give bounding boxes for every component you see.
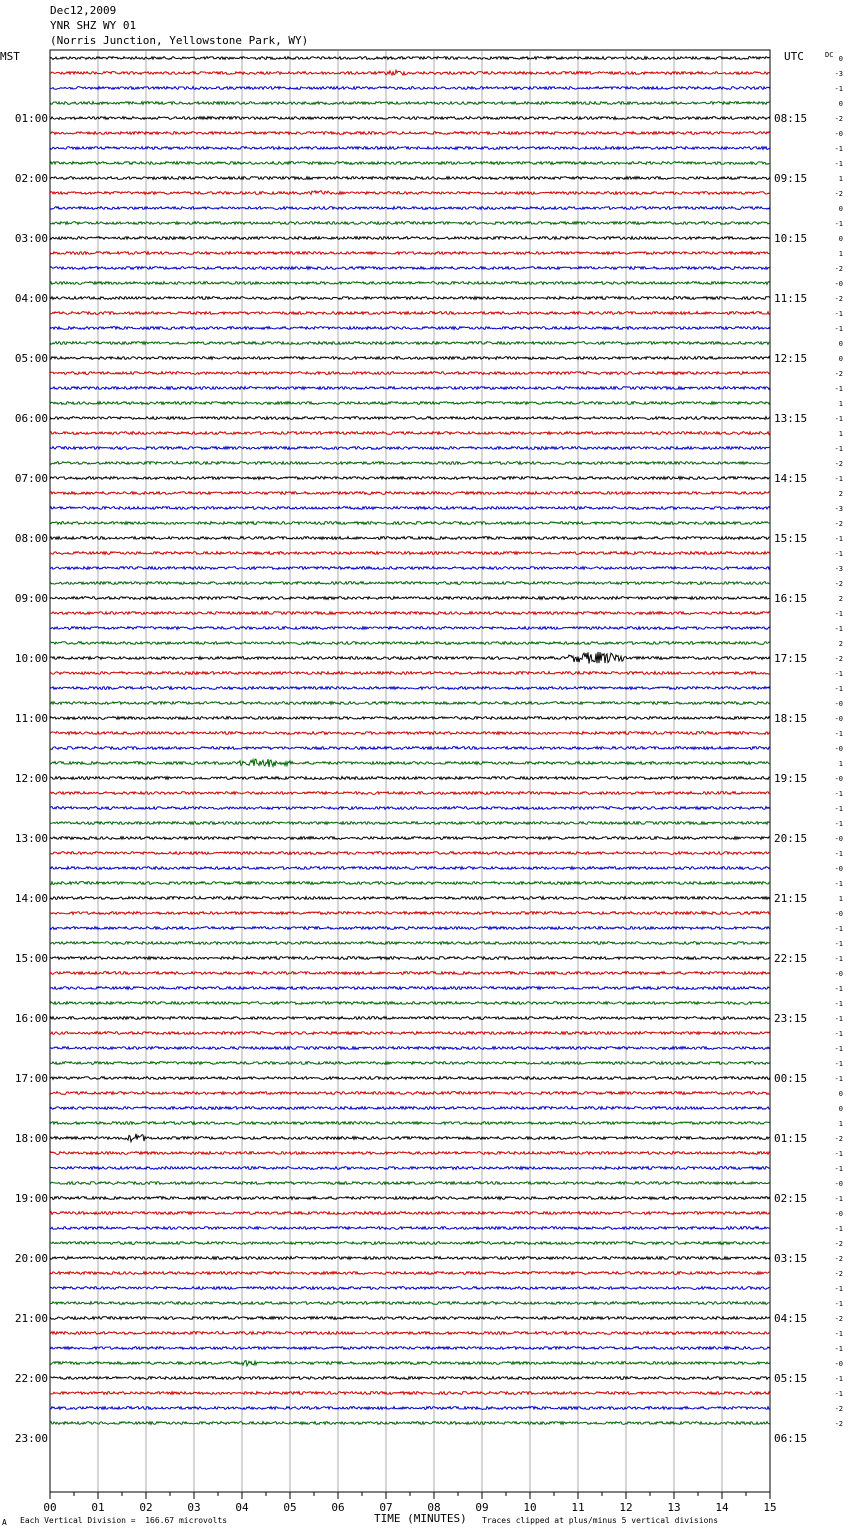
dc-offset-value: 1	[838, 250, 843, 258]
seismic-trace	[50, 642, 770, 645]
dc-offset-value: -2	[834, 460, 843, 468]
dc-offset-value: -2	[834, 655, 843, 663]
x-tick-label: 06	[331, 1501, 345, 1514]
x-tick-label: 09	[475, 1501, 489, 1514]
dc-offset-value: 0	[838, 1105, 843, 1113]
x-tick-label: 13	[667, 1501, 681, 1514]
dc-offset-value: -1	[834, 535, 843, 543]
seismic-trace	[50, 1077, 770, 1080]
dc-offset-value: 2	[838, 640, 843, 648]
dc-offset-value: 1	[838, 400, 843, 408]
seismic-trace	[50, 312, 770, 315]
dc-offset-value: -0	[834, 745, 843, 753]
seismic-trace	[50, 1257, 770, 1260]
dc-offset-value: -1	[834, 1075, 843, 1083]
dc-offset-value: -1	[834, 385, 843, 393]
dc-offset-value: -1	[834, 985, 843, 993]
seismic-trace	[50, 702, 770, 705]
utc-hour-label: 00:15	[774, 1072, 808, 1085]
left-timezone-label: MST	[0, 50, 20, 63]
seismic-trace	[50, 1422, 770, 1425]
utc-hour-label: 19:15	[774, 772, 808, 785]
seismic-trace	[50, 732, 770, 735]
dc-offset-value: -1	[834, 850, 843, 858]
seismic-trace	[50, 70, 770, 75]
dc-offset-value: -3	[834, 505, 843, 513]
seismic-trace	[50, 942, 770, 945]
seismic-trace	[50, 402, 770, 405]
seismic-trace	[50, 927, 770, 930]
dc-offset-value: 0	[838, 55, 843, 63]
seismic-trace	[50, 1347, 770, 1350]
mst-hour-label: 03:00	[14, 232, 48, 245]
seismic-trace	[50, 462, 770, 465]
x-tick-label: 15	[763, 1501, 777, 1514]
dc-offset-value: -1	[834, 1030, 843, 1038]
dc-offset-value: -1	[834, 1015, 843, 1023]
dc-offset-value: -2	[834, 1420, 843, 1428]
mst-hour-label: 10:00	[14, 652, 48, 665]
seismic-trace	[50, 177, 770, 180]
dc-offset-value: -1	[834, 415, 843, 423]
seismic-trace	[50, 747, 770, 750]
seismic-trace	[50, 1272, 770, 1275]
dc-offset-value: -1	[834, 220, 843, 228]
mst-hour-label: 11:00	[14, 712, 48, 725]
seismic-trace	[50, 1317, 770, 1320]
utc-hour-label: 12:15	[774, 352, 808, 365]
x-tick-label: 03	[187, 1501, 201, 1514]
dc-offset-value: -1	[834, 1375, 843, 1383]
seismic-trace	[50, 1407, 770, 1410]
seismic-trace	[50, 387, 770, 390]
clip-note: Traces clipped at plus/minus 5 vertical divisions	[482, 1516, 719, 1525]
seismic-trace	[50, 882, 770, 885]
dc-offset-value: -1	[834, 955, 843, 963]
mst-hour-label: 17:00	[14, 1072, 48, 1085]
seismic-trace	[50, 1212, 770, 1215]
dc-offset-value: -1	[834, 805, 843, 813]
x-tick-label: 05	[283, 1501, 297, 1514]
seismic-trace	[50, 147, 770, 150]
mst-hour-label: 07:00	[14, 472, 48, 485]
station-location: (Norris Junction, Yellowstone Park, WY)	[50, 34, 309, 47]
seismic-trace	[50, 507, 770, 510]
dc-offset-value: -1	[834, 1060, 843, 1068]
dc-offset-value: -1	[834, 820, 843, 828]
x-axis-title: TIME (MINUTES)	[374, 1512, 467, 1525]
mst-hour-label: 20:00	[14, 1252, 48, 1265]
seismic-trace	[50, 822, 770, 825]
dc-offset-value: 0	[838, 340, 843, 348]
dc-offset-value: -0	[834, 910, 843, 918]
seismic-trace	[50, 1392, 770, 1395]
mst-hour-label: 04:00	[14, 292, 48, 305]
dc-offset-value: -1	[834, 145, 843, 153]
vertical-division-note: Each Vertical Division = 166.67 microvolts	[20, 1516, 228, 1525]
x-tick-label: 08	[427, 1501, 441, 1514]
dc-offset-value: -1	[834, 880, 843, 888]
dc-offset-value: -2	[834, 1240, 843, 1248]
seismic-trace	[50, 537, 770, 540]
seismic-trace	[50, 327, 770, 330]
x-tick-label: 12	[619, 1501, 633, 1514]
mst-hour-label: 23:00	[14, 1432, 48, 1445]
seismic-trace	[50, 672, 770, 675]
dc-offset-value: -0	[834, 700, 843, 708]
record-date: Dec12,2009	[50, 4, 117, 17]
dc-offset-value: -1	[834, 1165, 843, 1173]
seismic-trace	[50, 1047, 770, 1050]
seismic-trace	[50, 342, 770, 345]
dc-offset-value: -1	[834, 85, 843, 93]
seismic-trace	[50, 1332, 770, 1335]
seismic-trace	[50, 117, 770, 120]
seismic-trace	[50, 191, 770, 195]
seismic-trace	[50, 522, 770, 525]
seismic-trace	[50, 597, 770, 600]
seismic-trace	[50, 207, 770, 210]
seismic-trace	[50, 372, 770, 375]
seismic-trace	[50, 252, 770, 255]
dc-offset-value: -0	[834, 1360, 843, 1368]
utc-hour-label: 11:15	[774, 292, 808, 305]
seismic-trace	[50, 267, 770, 270]
dc-offset-value: -0	[834, 130, 843, 138]
utc-hour-label: 06:15	[774, 1432, 808, 1445]
utc-hour-label: 16:15	[774, 592, 808, 605]
mst-hour-label: 05:00	[14, 352, 48, 365]
x-tick-label: 04	[235, 1501, 249, 1514]
seismic-trace	[50, 222, 770, 225]
dc-offset-value: -1	[834, 1345, 843, 1353]
seismic-trace	[50, 1227, 770, 1230]
x-tick-label: 14	[715, 1501, 729, 1514]
mst-hour-label: 12:00	[14, 772, 48, 785]
seismic-trace	[50, 612, 770, 615]
utc-hour-label: 05:15	[774, 1372, 808, 1385]
mst-hour-label: 19:00	[14, 1192, 48, 1205]
seismic-trace	[50, 1017, 770, 1020]
dc-offset-value: -1	[834, 1390, 843, 1398]
dc-offset-value: -1	[834, 610, 843, 618]
seismic-trace	[50, 1002, 770, 1005]
seismic-trace	[50, 1302, 770, 1305]
seismic-trace	[50, 162, 770, 165]
dc-offset-value: -1	[834, 940, 843, 948]
dc-offset-value: -2	[834, 520, 843, 528]
seismic-trace	[50, 477, 770, 480]
dc-offset-value: -0	[834, 835, 843, 843]
dc-offset-value: 0	[838, 355, 843, 363]
seismic-trace	[50, 282, 770, 285]
seismic-trace	[50, 867, 770, 870]
dc-offset-value: -2	[834, 295, 843, 303]
dc-offset-value: -1	[834, 685, 843, 693]
seismic-trace	[50, 447, 770, 450]
right-timezone-label: UTC	[784, 50, 804, 63]
utc-hour-label: 01:15	[774, 1132, 808, 1145]
dc-offset-value: 2	[838, 490, 843, 498]
seismic-trace	[50, 1032, 770, 1035]
seismic-trace	[50, 1377, 770, 1380]
seismic-trace	[50, 357, 770, 360]
dc-offset-value: -0	[834, 1180, 843, 1188]
utc-hour-label: 09:15	[774, 172, 808, 185]
dc-offset-value: -1	[834, 475, 843, 483]
dc-offset-value: -2	[834, 1135, 843, 1143]
utc-hour-label: 08:15	[774, 112, 808, 125]
dc-offset-value: 0	[838, 100, 843, 108]
dc-offset-value: 1	[838, 430, 843, 438]
x-tick-label: 07	[379, 1501, 393, 1514]
mst-hour-label: 01:00	[14, 112, 48, 125]
mst-hour-label: 22:00	[14, 1372, 48, 1385]
seismic-trace	[50, 57, 770, 60]
seismic-trace	[50, 792, 770, 795]
seismic-trace	[50, 1152, 770, 1155]
mst-hour-label: 09:00	[14, 592, 48, 605]
dc-offset-value: 2	[838, 595, 843, 603]
dc-offset-value: -2	[834, 115, 843, 123]
dc-offset-value: -1	[834, 325, 843, 333]
dc-offset-value: -1	[834, 1045, 843, 1053]
dc-offset-value: -2	[834, 265, 843, 273]
utc-hour-label: 03:15	[774, 1252, 808, 1265]
utc-hour-label: 21:15	[774, 892, 808, 905]
seismic-trace	[50, 567, 770, 570]
mst-hour-label: 02:00	[14, 172, 48, 185]
mst-hour-label: 14:00	[14, 892, 48, 905]
mst-hour-label: 13:00	[14, 832, 48, 845]
seismic-trace	[50, 102, 770, 105]
seismic-trace	[50, 987, 770, 990]
station-code: YNR SHZ WY 01	[50, 19, 137, 32]
seismic-trace	[50, 552, 770, 555]
dc-offset-value: 1	[838, 895, 843, 903]
seismic-trace	[50, 582, 770, 585]
dc-offset-value: -0	[834, 715, 843, 723]
dc-offset-value: -1	[834, 445, 843, 453]
seismic-trace	[50, 912, 770, 915]
utc-hour-label: 13:15	[774, 412, 808, 425]
dc-offset-value: -1	[834, 625, 843, 633]
dc-offset-value: -0	[834, 280, 843, 288]
mst-hour-label: 21:00	[14, 1312, 48, 1325]
mst-hour-label: 06:00	[14, 412, 48, 425]
dc-offset-value: -2	[834, 1315, 843, 1323]
seismic-trace	[50, 1107, 770, 1110]
dc-offset-value: 1	[838, 175, 843, 183]
seismic-trace	[50, 237, 770, 240]
seismic-trace	[50, 837, 770, 840]
utc-hour-label: 02:15	[774, 1192, 808, 1205]
dc-offset-value: -0	[834, 970, 843, 978]
dc-offset-value: -1	[834, 1300, 843, 1308]
utc-hour-label: 15:15	[774, 532, 808, 545]
seismic-trace	[50, 1062, 770, 1065]
dc-offset-value: -0	[834, 865, 843, 873]
seismic-trace	[50, 1167, 770, 1170]
utc-hour-label: 18:15	[774, 712, 808, 725]
seismic-trace	[50, 627, 770, 630]
seismic-trace	[50, 852, 770, 855]
seismic-trace	[50, 492, 770, 495]
dc-offset-value: -1	[834, 1195, 843, 1203]
seismic-trace	[50, 972, 770, 975]
corner-mark: A	[2, 1518, 7, 1527]
dc-offset-value: -1	[834, 925, 843, 933]
mst-hour-label: 16:00	[14, 1012, 48, 1025]
x-tick-label: 11	[571, 1501, 585, 1514]
utc-hour-label: 10:15	[774, 232, 808, 245]
dc-offset-value: -0	[834, 1210, 843, 1218]
seismic-trace	[50, 717, 770, 720]
dc-offset-value: 0	[838, 235, 843, 243]
utc-hour-label: 20:15	[774, 832, 808, 845]
seismic-trace	[50, 777, 770, 780]
seismic-trace	[50, 1122, 770, 1125]
dc-offset-value: -2	[834, 1255, 843, 1263]
dc-offset-value: -2	[834, 1270, 843, 1278]
seismic-trace	[50, 1197, 770, 1200]
x-tick-label: 00	[43, 1501, 57, 1514]
seismic-trace	[50, 87, 770, 90]
seismic-trace	[50, 1182, 770, 1185]
mst-hour-label: 18:00	[14, 1132, 48, 1145]
dc-offset-value: 0	[838, 205, 843, 213]
utc-hour-label: 17:15	[774, 652, 808, 665]
dc-offset-value: -2	[834, 580, 843, 588]
seismic-trace	[50, 957, 770, 960]
seismic-trace	[50, 1134, 770, 1142]
dc-offset-value: -2	[834, 1405, 843, 1413]
dc-offset-value: -1	[834, 1330, 843, 1338]
seismic-trace	[50, 1361, 770, 1366]
dc-offset-value: -1	[834, 1225, 843, 1233]
dc-offset-value: 1	[838, 760, 843, 768]
utc-hour-label: 14:15	[774, 472, 808, 485]
seismic-trace	[50, 297, 770, 300]
seismic-trace	[50, 432, 770, 435]
mst-hour-label: 15:00	[14, 952, 48, 965]
x-tick-label: 02	[139, 1501, 153, 1514]
seismic-trace	[50, 417, 770, 420]
dc-offset-value: -1	[834, 550, 843, 558]
seismic-trace	[50, 1242, 770, 1245]
utc-hour-label: 23:15	[774, 1012, 808, 1025]
utc-hour-label: 04:15	[774, 1312, 808, 1325]
dc-offset-value: -1	[834, 1000, 843, 1008]
utc-hour-label: 22:15	[774, 952, 808, 965]
dc-offset-value: -1	[834, 790, 843, 798]
dc-offset-value: -1	[834, 1150, 843, 1158]
dc-offset-header: DC	[825, 51, 834, 59]
dc-offset-value: -0	[834, 775, 843, 783]
seismic-trace	[50, 652, 770, 664]
dc-offset-value: -3	[834, 565, 843, 573]
plot-frame	[50, 50, 770, 1492]
seismic-trace	[50, 132, 770, 135]
seismic-trace	[50, 759, 770, 767]
seismic-trace	[50, 897, 770, 900]
dc-offset-value: -2	[834, 190, 843, 198]
dc-offset-value: -2	[834, 370, 843, 378]
dc-offset-value: -1	[834, 670, 843, 678]
mst-hour-label: 08:00	[14, 532, 48, 545]
dc-offset-value: -1	[834, 310, 843, 318]
seismic-trace	[50, 687, 770, 690]
x-tick-label: 01	[91, 1501, 105, 1514]
dc-offset-value: -1	[834, 730, 843, 738]
seismic-trace	[50, 1287, 770, 1290]
seismic-trace	[50, 1092, 770, 1095]
dc-offset-value: -3	[834, 70, 843, 78]
dc-offset-value: 0	[838, 1090, 843, 1098]
dc-offset-value: 1	[838, 1120, 843, 1128]
dc-offset-value: -1	[834, 160, 843, 168]
seismic-trace	[50, 807, 770, 810]
x-tick-label: 10	[523, 1501, 537, 1514]
dc-offset-value: -1	[834, 1285, 843, 1293]
